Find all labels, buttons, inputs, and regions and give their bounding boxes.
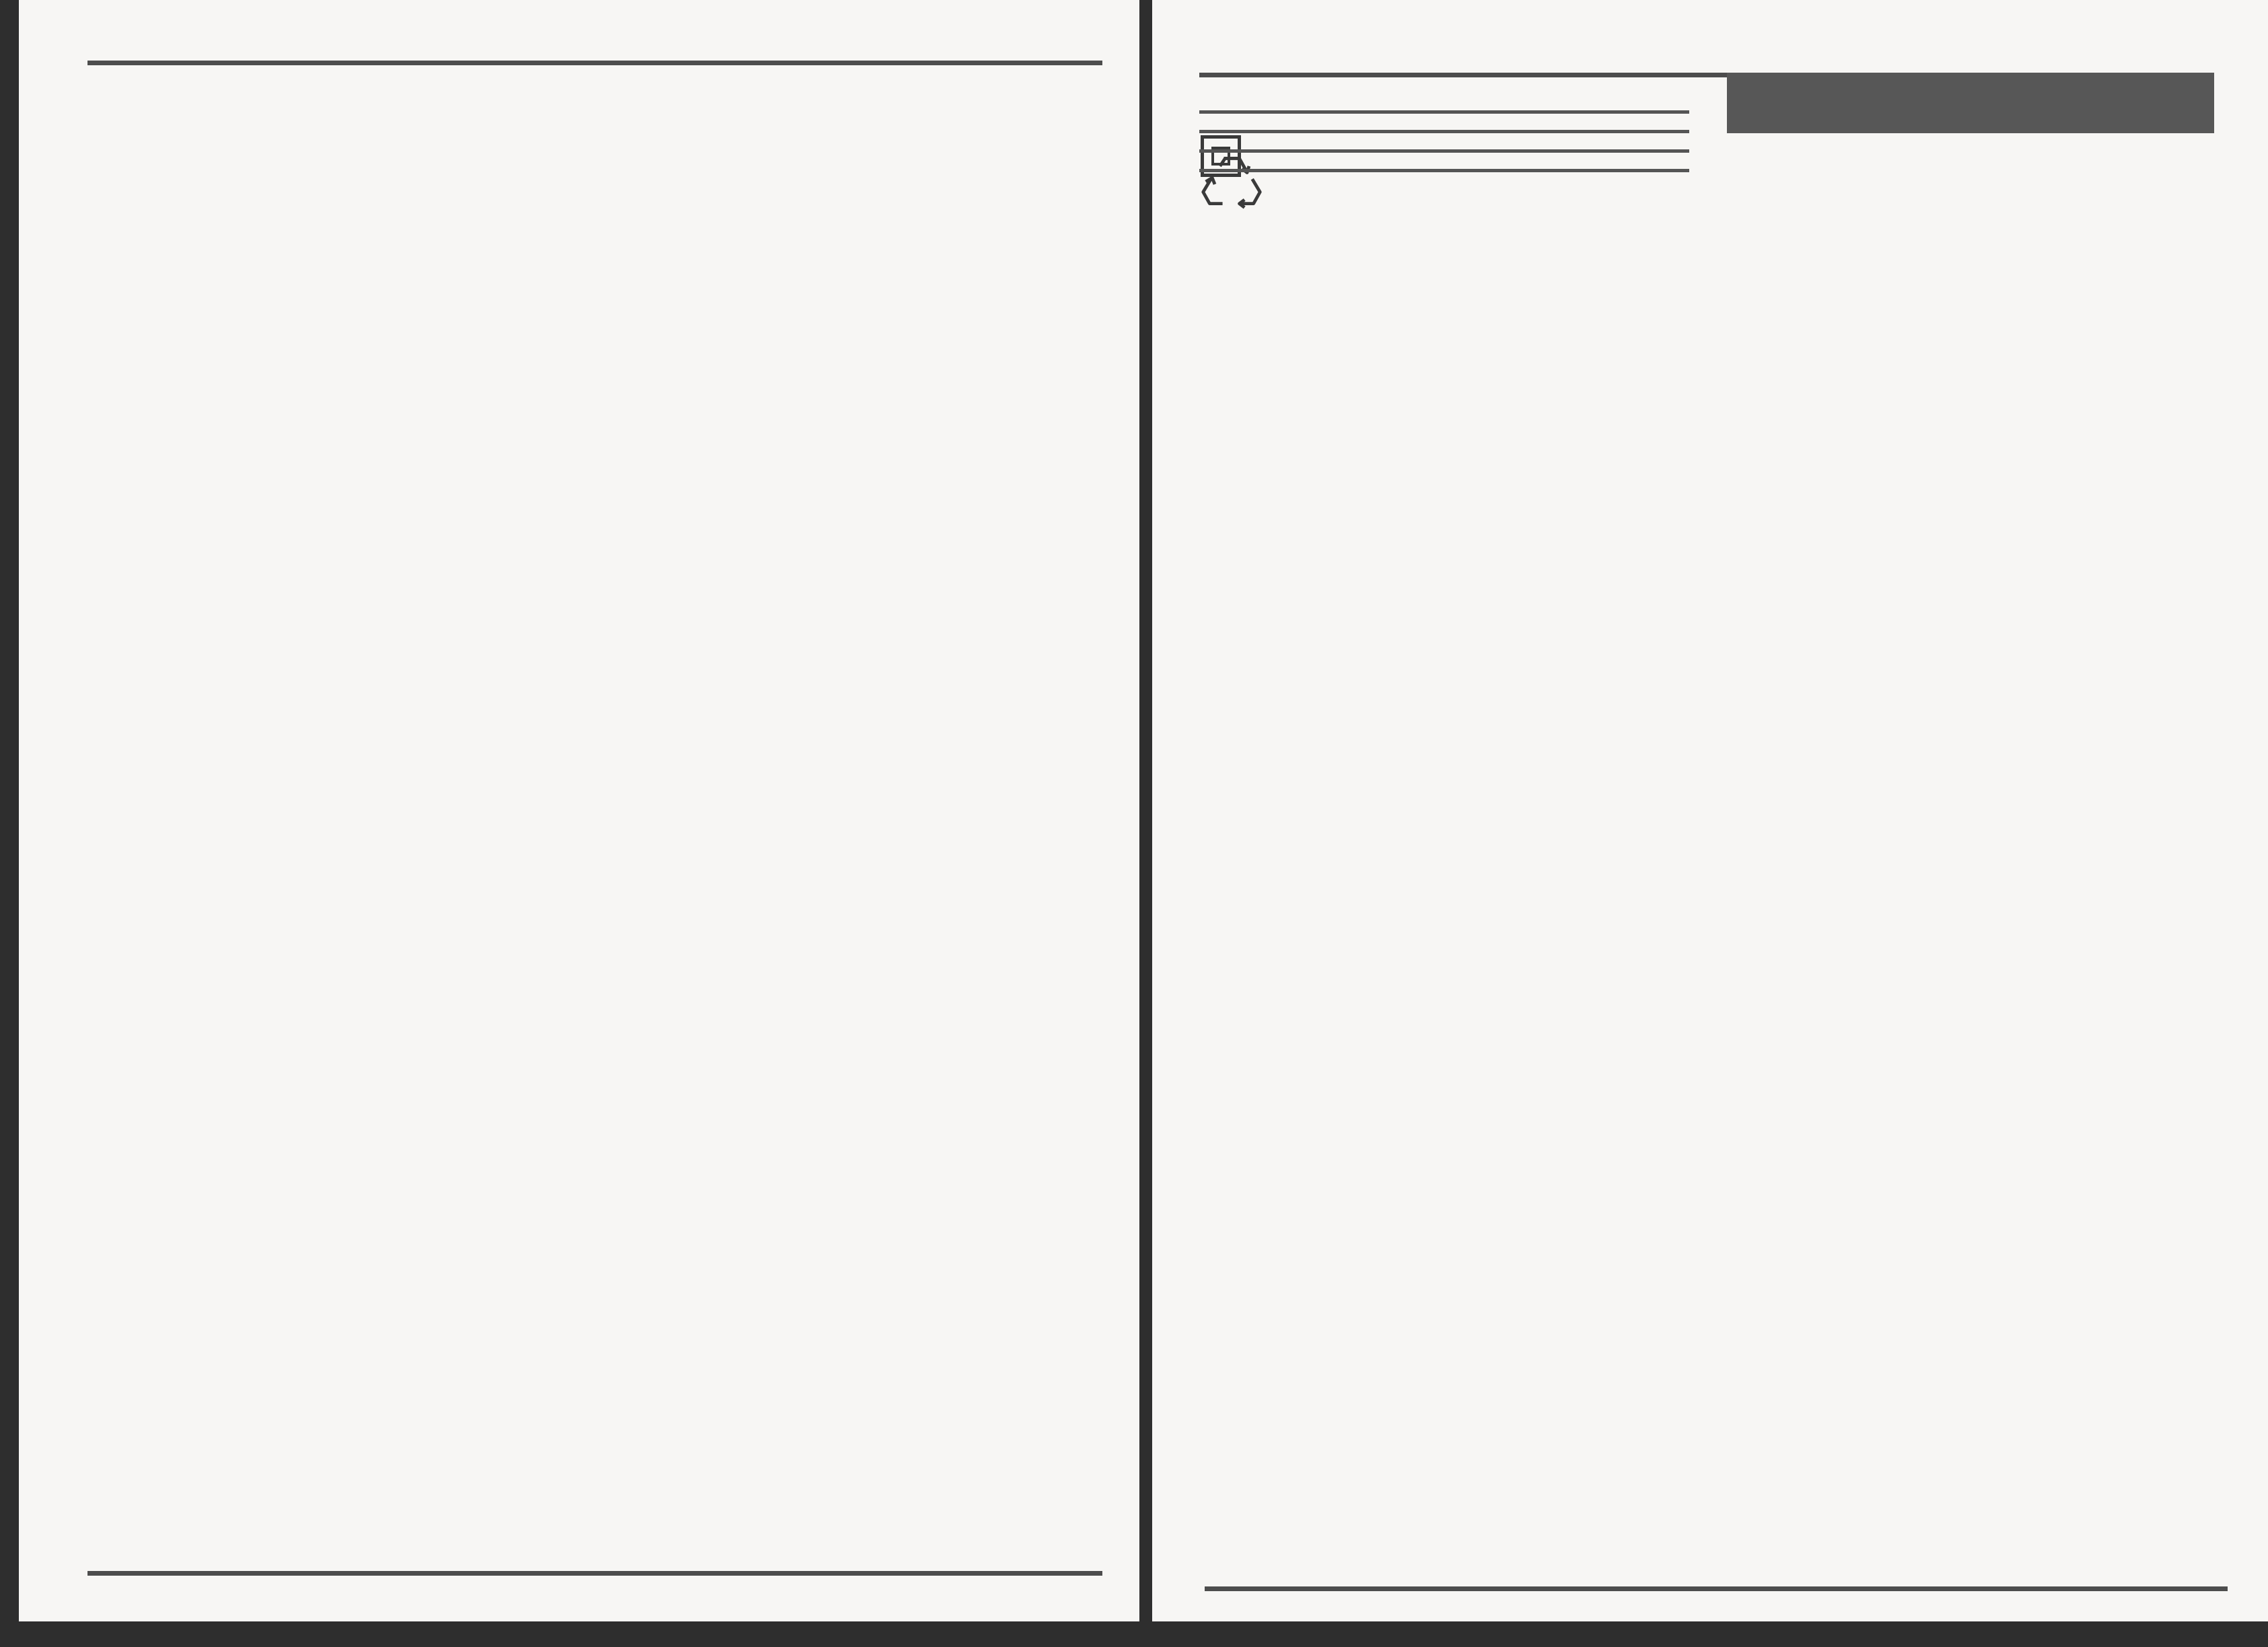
bottom-rule — [87, 1571, 1102, 1576]
divider — [1199, 110, 1689, 114]
top-rule — [87, 61, 1102, 65]
top-rule-right — [1199, 73, 1728, 77]
right-page — [1152, 0, 2268, 1621]
left-column-1 — [86, 183, 584, 191]
right-column — [1199, 93, 1699, 188]
recycle-icon — [1199, 149, 1264, 214]
bottom-rule-right — [1205, 1586, 2228, 1591]
country-tab — [1727, 73, 2214, 133]
divider — [1199, 130, 1689, 133]
left-page — [19, 0, 1139, 1621]
divider — [1199, 169, 1689, 172]
divider — [1199, 149, 1689, 153]
